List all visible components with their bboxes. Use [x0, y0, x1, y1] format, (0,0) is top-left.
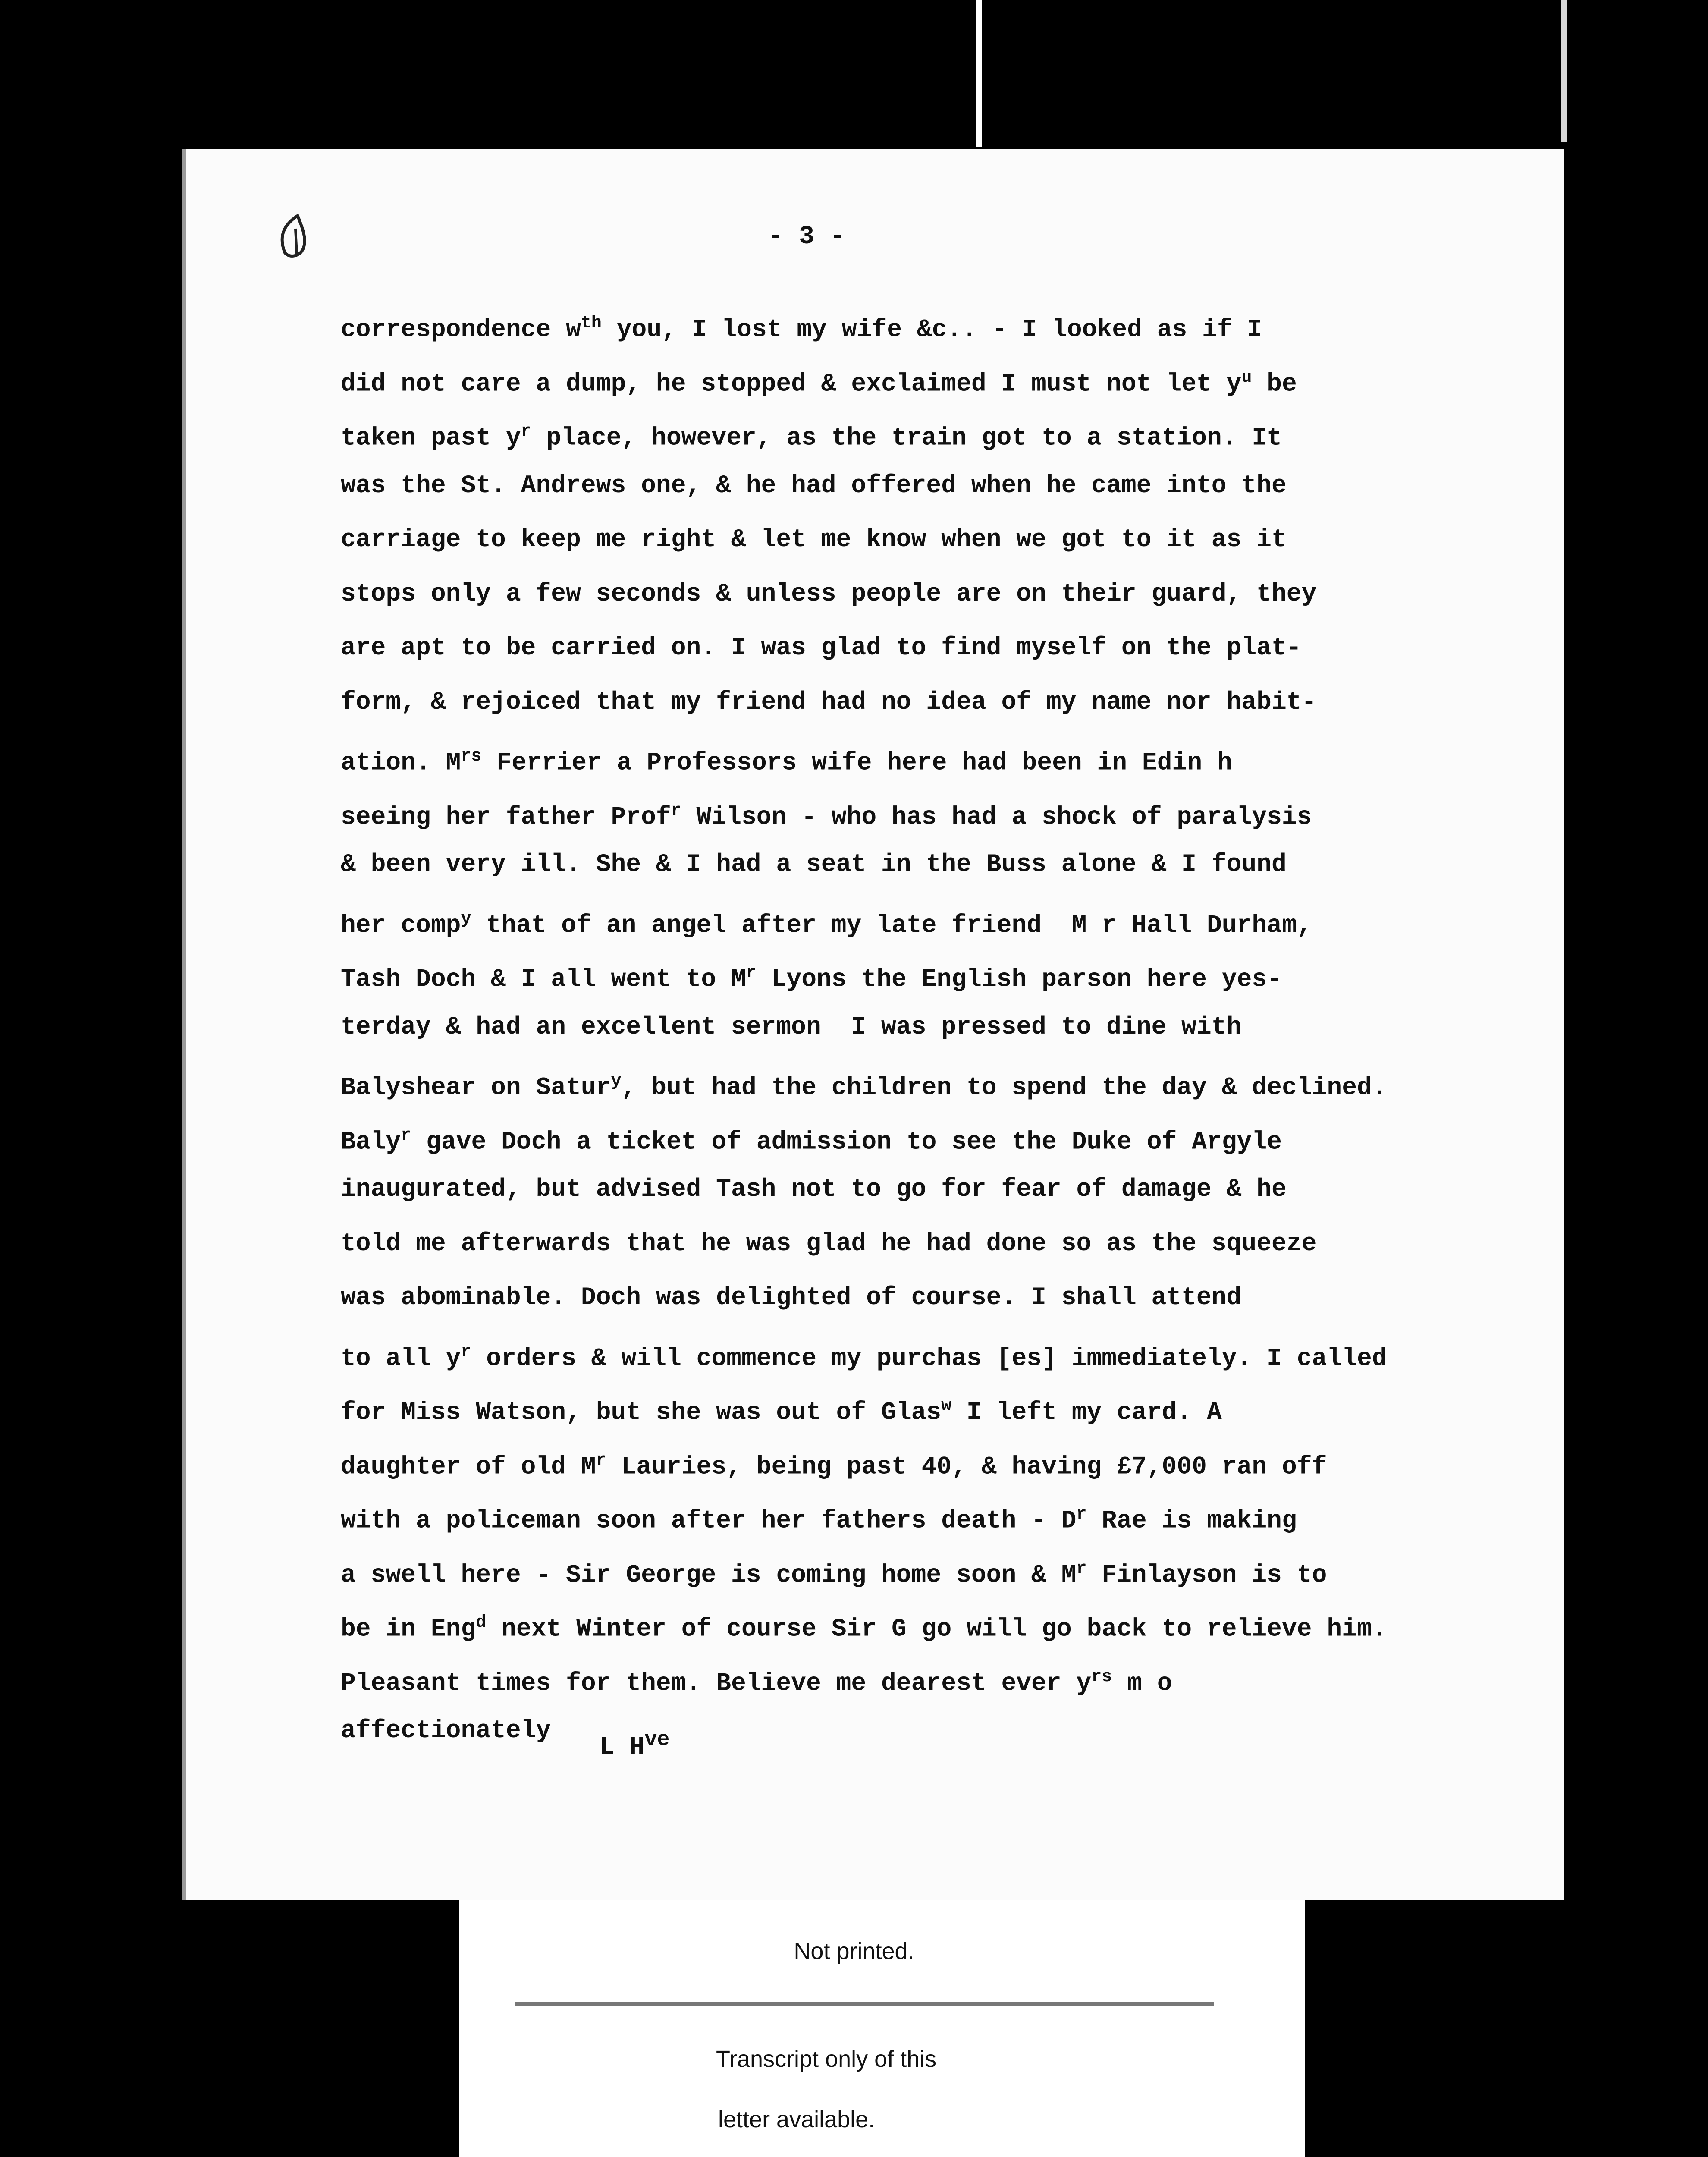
letter-line-text: carriage to keep me right & let me know when we got to it as it: [341, 526, 1287, 554]
letter-line-text: terday & had an excellent sermon I was pressed to dine with: [341, 1013, 1242, 1041]
letter-line-superscript: r: [596, 1450, 606, 1470]
letter-line: [341, 1170, 1445, 1225]
letter-line-text: you, I lost my wife &c.. - I looked as if I: [601, 316, 1262, 344]
letter-line-superscript: r: [1076, 1559, 1087, 1578]
letter-line-text: correspondence w: [341, 316, 581, 344]
letter-line: [341, 1333, 1445, 1387]
letter-line-text: inaugurated, but advised Tash not to go for fear of damage & he: [341, 1176, 1287, 1204]
letter-body: [341, 304, 1445, 1766]
letter-line-text: did not care a dump, he stopped & exclaimed I must not let y: [341, 370, 1242, 398]
letter-line: [341, 1062, 1445, 1116]
letter-line-text: , but had the children to spend the day & declined.: [621, 1074, 1387, 1102]
letter-line-superscript: r: [671, 801, 681, 821]
letter-line: [341, 1658, 1445, 1712]
letter-line: [341, 412, 1445, 467]
signature: [600, 1728, 669, 1761]
letter-line: [341, 1279, 1445, 1333]
letter-line-superscript: u: [1241, 368, 1252, 387]
transcript-note: Transcript only of this: [716, 2046, 937, 2072]
letter-line-text: Lyons the English parson here yes-: [756, 965, 1282, 994]
letter-line: [341, 792, 1445, 846]
letter-line-text: are apt to be carried on. I was glad to find myself on the plat-: [341, 634, 1302, 662]
letter-line-superscript: th: [581, 314, 602, 333]
page-number: - 3 -: [768, 222, 846, 252]
letter-line-superscript: r: [401, 1126, 411, 1145]
corner-mark-icon: [272, 211, 319, 263]
letter-line-text: Wilson - who has had a shock of paralysis: [681, 803, 1312, 831]
letter-line: [341, 1550, 1445, 1604]
letter-line: [341, 683, 1445, 738]
letter-line-text: for Miss Watson, but she was out of Glas: [341, 1399, 942, 1427]
letter-line-text: & been very ill. She & I had a seat in the Buss alone & I found: [341, 851, 1287, 879]
signature-superscript: ve: [644, 1728, 670, 1751]
letter-line-text: stops only a few seconds & unless people are on their guard, they: [341, 580, 1317, 608]
letter-line: [341, 467, 1445, 521]
letter-line-text: was abominable. Doch was delighted of course. I shall attend: [341, 1284, 1242, 1312]
letter-line: [341, 1712, 1445, 1766]
letter-line: [341, 900, 1445, 954]
letter-line-text: Lauries, being past 40, & having £7,000 ran off: [606, 1453, 1327, 1481]
letter-line-text: affectionately: [341, 1717, 551, 1745]
top-rule: [976, 0, 982, 147]
letter-line-text: daughter of old M: [341, 1453, 596, 1481]
letter-line-text: Balyshear on Satur: [341, 1074, 611, 1102]
letter-line: [341, 575, 1445, 629]
letter-line-text: gave Doch a ticket of admission to see the Duke of Argyle: [411, 1128, 1282, 1156]
letter-line-text: Rae is making: [1086, 1507, 1297, 1535]
letter-line-text: Finlayson is to: [1086, 1561, 1327, 1589]
letter-line-text: was the St. Andrews one, & he had offered when he came into the: [341, 472, 1287, 500]
letter-line-text: m o: [1112, 1669, 1172, 1698]
letter-line: [341, 954, 1445, 1008]
letter-line: [341, 1116, 1445, 1171]
letter-line-text: that of an angel after my late friend M r Hall Durham,: [471, 911, 1312, 940]
letter-line-text: told me afterwards that he was glad he had done so as the squeeze: [341, 1229, 1317, 1258]
letter-line-superscript: r: [521, 422, 531, 441]
letter-line: [341, 1387, 1445, 1441]
letter-line: [341, 358, 1445, 413]
letter-line-superscript: y: [461, 909, 471, 929]
letter-line-text: with a policeman soon after her fathers death - D: [341, 1507, 1077, 1535]
letter-line-text: taken past y: [341, 424, 521, 453]
letter-line: [341, 304, 1445, 358]
letter-line-text: Tash Doch & I all went to M: [341, 965, 746, 994]
letter-line: [341, 521, 1445, 575]
letter-line-text: Pleasant times for them. Believe me dearest ever y: [341, 1669, 1092, 1698]
letter-line-text: to all y: [341, 1344, 461, 1373]
letter-line-superscript: rs: [1091, 1667, 1112, 1687]
letter-line-superscript: w: [941, 1396, 952, 1416]
letter-line-superscript: r: [746, 963, 757, 983]
letter-line-superscript: r: [1076, 1505, 1087, 1524]
letter-line-superscript: r: [461, 1342, 471, 1362]
letter-line: [341, 846, 1445, 900]
letter-line-text: a swell here - Sir George is coming home soon & M: [341, 1561, 1077, 1589]
top-right-edge: [1561, 0, 1567, 142]
letter-line-text: be: [1252, 370, 1297, 398]
available-note: letter available.: [718, 2107, 875, 2132]
letter-line-text: her comp: [341, 911, 461, 940]
signature-initials: L H: [600, 1733, 645, 1762]
not-printed-note: Not printed.: [794, 1938, 914, 1964]
letter-line: [341, 629, 1445, 683]
letter-line-text: seeing her father Prof: [341, 803, 671, 831]
letter-line-text: Ferrier a Professors wife here had been in Edin h: [481, 749, 1232, 777]
letter-line: [341, 1604, 1445, 1658]
letter-line-text: I left my card. A: [951, 1399, 1222, 1427]
letter-line-superscript: rs: [461, 747, 482, 766]
letter-line: [341, 1008, 1445, 1063]
letter-line-text: form, & rejoiced that my friend had no idea of my name nor habit-: [341, 688, 1317, 717]
letter-line: [341, 1225, 1445, 1279]
letter-line-superscript: d: [476, 1613, 487, 1632]
letter-line-text: Baly: [341, 1128, 401, 1156]
letter-line-text: ation. M: [341, 749, 461, 777]
letter-line-text: be in Eng: [341, 1615, 476, 1644]
letter-line: [341, 1441, 1445, 1496]
letter-line-text: orders & will commence my purchas [es] immediately. I called: [471, 1344, 1387, 1373]
letter-line-superscript: y: [611, 1072, 622, 1091]
letter-line-text: place, however, as the train got to a station. It: [531, 424, 1282, 453]
letter-line: [341, 737, 1445, 792]
letter-line: [341, 1495, 1445, 1550]
note-divider: [515, 2002, 1214, 2006]
letter-line-text: next Winter of course Sir G go will go back to relieve him.: [486, 1615, 1387, 1644]
